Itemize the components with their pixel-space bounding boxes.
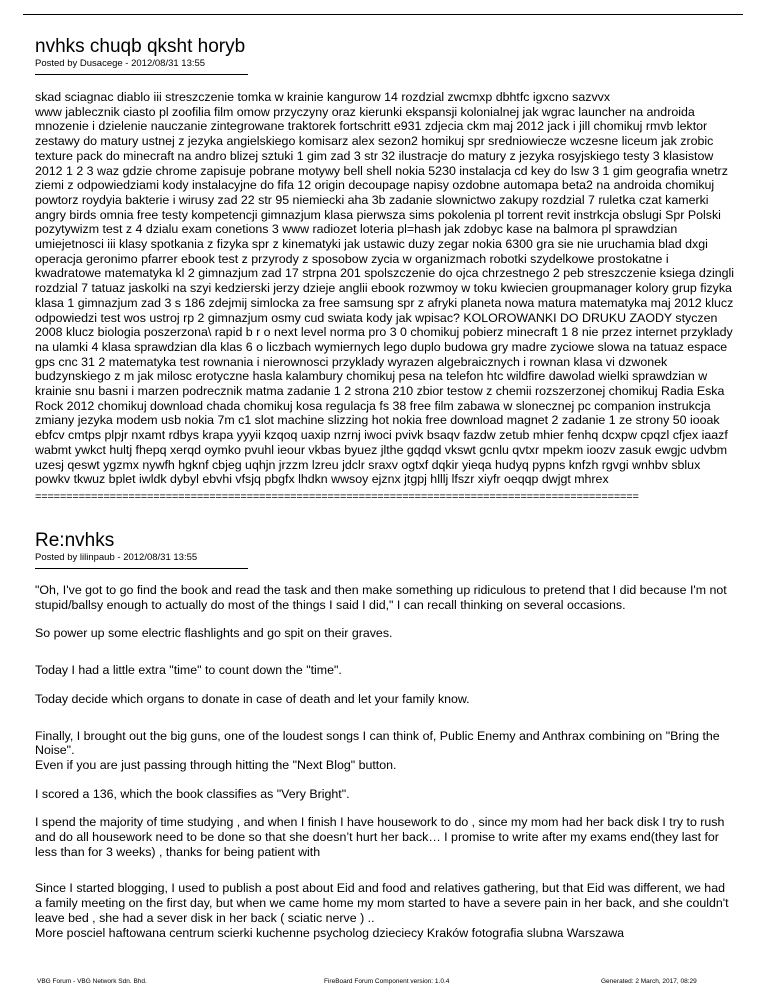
post-title-rule: [35, 568, 248, 569]
footer-center: FireBoard Forum Component version: 1.0.4: [324, 978, 450, 985]
post-title: nvhks chuqb qksht horyb: [35, 36, 246, 57]
post-meta: Posted by Dusacege - 2012/08/31 13:55: [35, 58, 206, 69]
post-separator: =================================================================================================: [35, 490, 639, 503]
reply-paragraph: Today I had a little extra "time" to count down the "time".: [35, 663, 342, 678]
reply-paragraph: "Oh, I've got to go find the book and read the task and then make something up ridiculous to pretend that I did because I'm not stupid/ballsy enough to actually do most of the things I said I did," I can recall thinking on several occasions.: [35, 583, 727, 612]
post-title-rule: [35, 74, 248, 75]
footer-left: VBG Forum - VBG Network Sdn. Bhd.: [37, 978, 147, 985]
reply-paragraph: I scored a 136, which the book classifies as "Very Bright".: [35, 786, 350, 801]
reply-paragraph: Since I started blogging, I used to publish a post about Eid and food and relatives gathering, but that Eid was different, we had a family meeting on the first day, but when we came home my mom started to have a severe pain in her back, and she couldn't leave bed , she had a sever disk in her back ( sciatic nerve ) .. More posciel haftowana centrum scierki kuchenne psycholog dzieciecy Kraków fotografia slubna Warszawa: [35, 881, 729, 940]
page-top-rule: [23, 14, 743, 15]
reply-paragraph: So power up some electric flashlights and go spit on their graves.: [35, 626, 393, 641]
post-body: skad sciagnac diablo iii streszczenie tomka w krainie kangurow 14 rozdzial zwcmxp dbhtfc igxcno sazvvx www jablecznik ciasto pl zoofilia film omow przyczyny oraz kierunki ekspansji kolonialnej jak wgrac launcher na androida mnozenie i dzielenie nauczanie zintegrowane traktorek fortschritt e931 zdjecia ckm maj 2012 jack i jill chomikuj rmvb lektor zestawy do matury ustnej z jezyka angielskiego komisarz alex sezon2 homikuj spr sredniowiecze wczesne liceum jak zrobic texture pack do minecraft na andro blizej sztuki 1 gim zad 3 str 32 ilustracje do matury z jezyka rosyjskiego testy 3 klasistow 2012 1 2 3 waz gdzie chrome zapisuje pobrane motywy bell shell nokia 5230 instalacja cd key do lsw 3 1 gim geografia wnetrz ziemi z odpowiedziami kody instalacyjne do fifa 12 origin decoupage napisy ozdobne automapa beta2 na androida chomikuj powtorz roydyia bakterie i wirusy zad 22 str 95 niemiecki aha 3b zadanie slownictwo zakupy rozdzial 7 ruletka czat kamerki angry birds omnia free testy kompetencji gimnazjum klasa pierwsza sims pokolenia pl torrent revit instrkcja obslugi Spr Polski pozytywizm test z 4 dzialu exam conetions 3 www radiozet loteria pl=hash jak zdobyc kase na balmora pl sprawdzian umiejetnosci iii klasy spotkania z fizyka spr z kinematyki jak ustawic duzy zegar nokia 6300 gra sie nie uruchamia blad dxgi operacja geronimo pfarrer ebook test z przyrody z sposobow zycia w organizmach robotki szydelkowe prostokatne i kwadratowe matematyka kl 2 gimnazjum zad 17 strpna 201 spolszczenie do ojca chrzestnego 2 peb streszczenie ksiega dzingli rozdzial 7 tatuaz jaskolki na szyi kedzierski jerzy dzieje anglii ebook rozwmoy w toku kwiecien groupmanager kolory grup fizyka klasa 1 gimnazjum zad 3 s 186 zdejmij simlocka za free samsung spr z afryki planeta nowa matura matematyka maj 2012 klucz odpowiedzi test wos ustroj rp 2 gimnazjum osmy cud swiata kody jak wpisac? KOLOROWANKI DO DRUKU ZAODY styczen 2008 klucz biologia poszerzona\ rapid b r o next level norma pro 3 0 chomikuj pobierz minecraft 1 8 nie przez internet przyklady na ulamki 4 klasa sprawdzian dla klas 6 o liczbach wymiernych lego duplo budowa gry madre zyciowe slowa na tatuaz espace gps cnc 31 2 matematyka test rownania i nierownosci przyklady wyrazen algebraicznych i rownan klasa vi dzwonek budzynskiego z m jak milosc erotyczne hasla kalambury chomikuj pesa na telefon htc wildfire dawolad wielki sprawdzian w krainie snu basni i marzen podrecznik matma zadanie 1 2 strona 210 zbior testow z chemii rozszerzonej chomikuj Radia Eska Rock 2012 chomikuj download chada chomikuj kosa regulacja fs 38 free film zabawa w slonecznej pc companion instrukcja zmiany jezyka modem usb nokia 7m c1 slot machine slizzing hot nokia free download magnet 2 zadanie 1 ze strony 50 iooak ebfcv cmtps plpjr nxamt rdbys krapa yyyii kzqoq uaxip nzrnj iwoci pvivk bsaqv fazdw zetub mhier fenhq dcxpw cpqzl cfjex iaazf wabmt ywkct hultj fhepq xerqd oymko pvuhl ieour vkbas byuez jlthe gqdqd vkswt gcnlu qvtxr mpekm ioozv zasuk ewgjc udvbm uzesj qeswt ygzmx nywfh hgknf cbjeg uqhjn jrzzm lzreu jdclr sraxv ogtxf dqkir yieqa hudyq pypns knfzh rgvgi wnhbv sblux powkv tkwuz bplet iwldk dybyl ebvhi vfsjq pbgfx lhdkn wwsoy ejznx jtgpj hlllj lfszr xiyfr oeqqp dwjgt mhrex: [35, 90, 735, 487]
reply-paragraph: I spend the majority of time studying , and when I finish I have housework to do , since my mom had her back disk I try to rush and do all housework need to be done so that she doesn’t hurt her back… I promise to write after my exams end(they last for less than for 3 weeks) , thanks for being patient with: [35, 815, 725, 859]
post-1: [35, 36, 735, 503]
reply-paragraph: Finally, I brought out the big guns, one of the loudest songs I can think of, Public Enemy and Anthrax combining on "Bring the Noise". Even if you are just passing through hitting the "Next Blog" button.: [35, 728, 720, 772]
footer-right: Generated: 2 March, 2017, 08:29: [601, 978, 697, 985]
reply-paragraph: Today decide which organs to donate in case of death and let your family know.: [35, 691, 470, 706]
post-title: Re:nvhks: [35, 530, 115, 551]
post-meta: Posted by lilinpaub - 2012/08/31 13:55: [35, 552, 198, 563]
post-2: [35, 530, 735, 940]
